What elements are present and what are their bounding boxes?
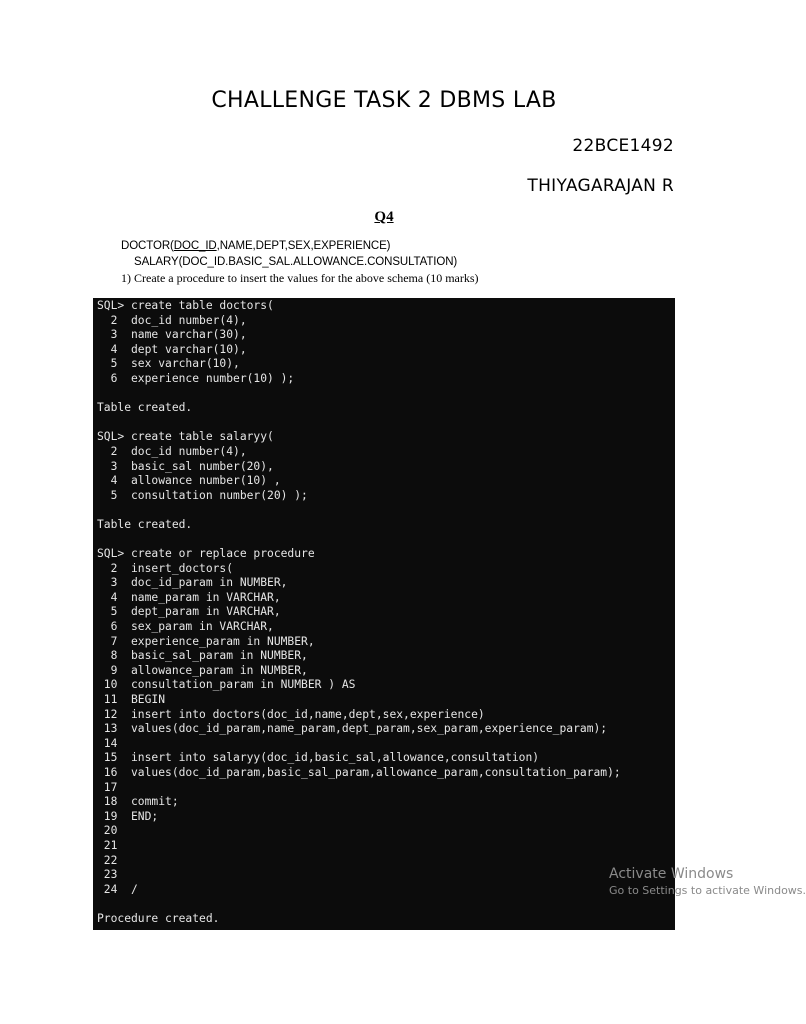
- terminal-line: 16 values(doc_id_param,basic_sal_param,allowance_param,consultation_param);: [97, 766, 621, 779]
- terminal-line: SQL> create table salaryy(: [97, 430, 274, 444]
- terminal-line: 21: [97, 838, 118, 852]
- watermark-title: Activate Windows: [609, 866, 734, 882]
- terminal-line: 9 allowance_param in NUMBER,: [97, 663, 308, 677]
- terminal-line: SQL> create or replace procedure: [97, 547, 315, 561]
- terminal-line: 5 consultation number(20) );: [97, 488, 308, 502]
- terminal-line: 10 consultation_param in NUMBER ) AS: [97, 678, 356, 692]
- schema-salary: SALARY(DOC_ID.BASIC_SAL.ALLOWANCE.CONSULTATION): [134, 256, 458, 268]
- terminal-line: 8 basic_sal_param in NUMBER,: [97, 649, 308, 663]
- terminal-line: 24 /: [97, 882, 138, 896]
- terminal-line: 2 doc_id number(4),: [97, 313, 247, 327]
- terminal-line: 19 END;: [97, 809, 159, 823]
- terminal-line: 2 doc_id number(4),: [97, 444, 247, 458]
- terminal-line: 6 experience number(10) );: [97, 371, 295, 385]
- terminal-line: 22: [97, 853, 118, 867]
- terminal-line: 12 insert into doctors(doc_id,name,dept,sex,experience): [97, 707, 485, 721]
- schema-doctor-suffix: ,NAME,DEPT,SEX,EXPERIENCE): [216, 240, 391, 252]
- schema-doctor-prefix: DOCTOR(: [121, 240, 174, 252]
- terminal-line: 3 doc_id_param in NUMBER,: [97, 576, 288, 590]
- student-name: THIYAGARAJAN R: [527, 176, 674, 196]
- terminal-line: 5 sex varchar(10),: [97, 357, 240, 371]
- terminal-line: Procedure created.: [97, 911, 220, 925]
- terminal-line: 4 name_param in VARCHAR,: [97, 590, 281, 604]
- schema-doctor-key: DOC_ID: [173, 240, 217, 252]
- terminal-line: 7 experience_param in NUMBER,: [97, 634, 315, 648]
- question-heading: Q4: [374, 209, 394, 225]
- schema-doctor: [121, 240, 390, 252]
- activate-windows-watermark: [609, 866, 806, 897]
- terminal-line: SQL> create table doctors(: [97, 299, 274, 312]
- terminal-line: 15 insert into salaryy(doc_id,basic_sal,allowance,consultation): [97, 751, 540, 765]
- terminal-line: 2 insert_doctors(: [97, 561, 234, 575]
- terminal-line: 3 basic_sal number(20),: [97, 459, 274, 473]
- terminal-line: 18 commit;: [97, 795, 179, 809]
- terminal-line: 4 allowance number(10) ,: [97, 474, 281, 488]
- terminal-line: 3 name varchar(30),: [97, 328, 247, 342]
- terminal-line: 4 dept varchar(10),: [97, 342, 247, 356]
- terminal-line: 23: [97, 868, 118, 882]
- terminal-screenshot: [93, 298, 806, 930]
- document-title: CHALLENGE TASK 2 DBMS LAB: [211, 88, 557, 113]
- roll-number: 22BCE1492: [572, 136, 674, 156]
- terminal-line: Table created.: [97, 401, 193, 415]
- terminal-line: 20: [97, 824, 118, 838]
- task-description: 1) Create a procedure to insert the values for the above schema (10 marks): [121, 271, 479, 285]
- terminal-line: 17: [97, 780, 118, 794]
- terminal-line: Table created.: [97, 517, 193, 531]
- terminal-line: 11 BEGIN: [97, 693, 166, 707]
- terminal-line: 6 sex_param in VARCHAR,: [97, 620, 274, 634]
- terminal-line: 5 dept_param in VARCHAR,: [97, 605, 281, 619]
- watermark-subtitle: Go to Settings to activate Windows.: [609, 884, 806, 897]
- terminal-line: 14: [97, 736, 118, 750]
- terminal-line: 13 values(doc_id_param,name_param,dept_param,sex_param,experience_param);: [97, 722, 608, 736]
